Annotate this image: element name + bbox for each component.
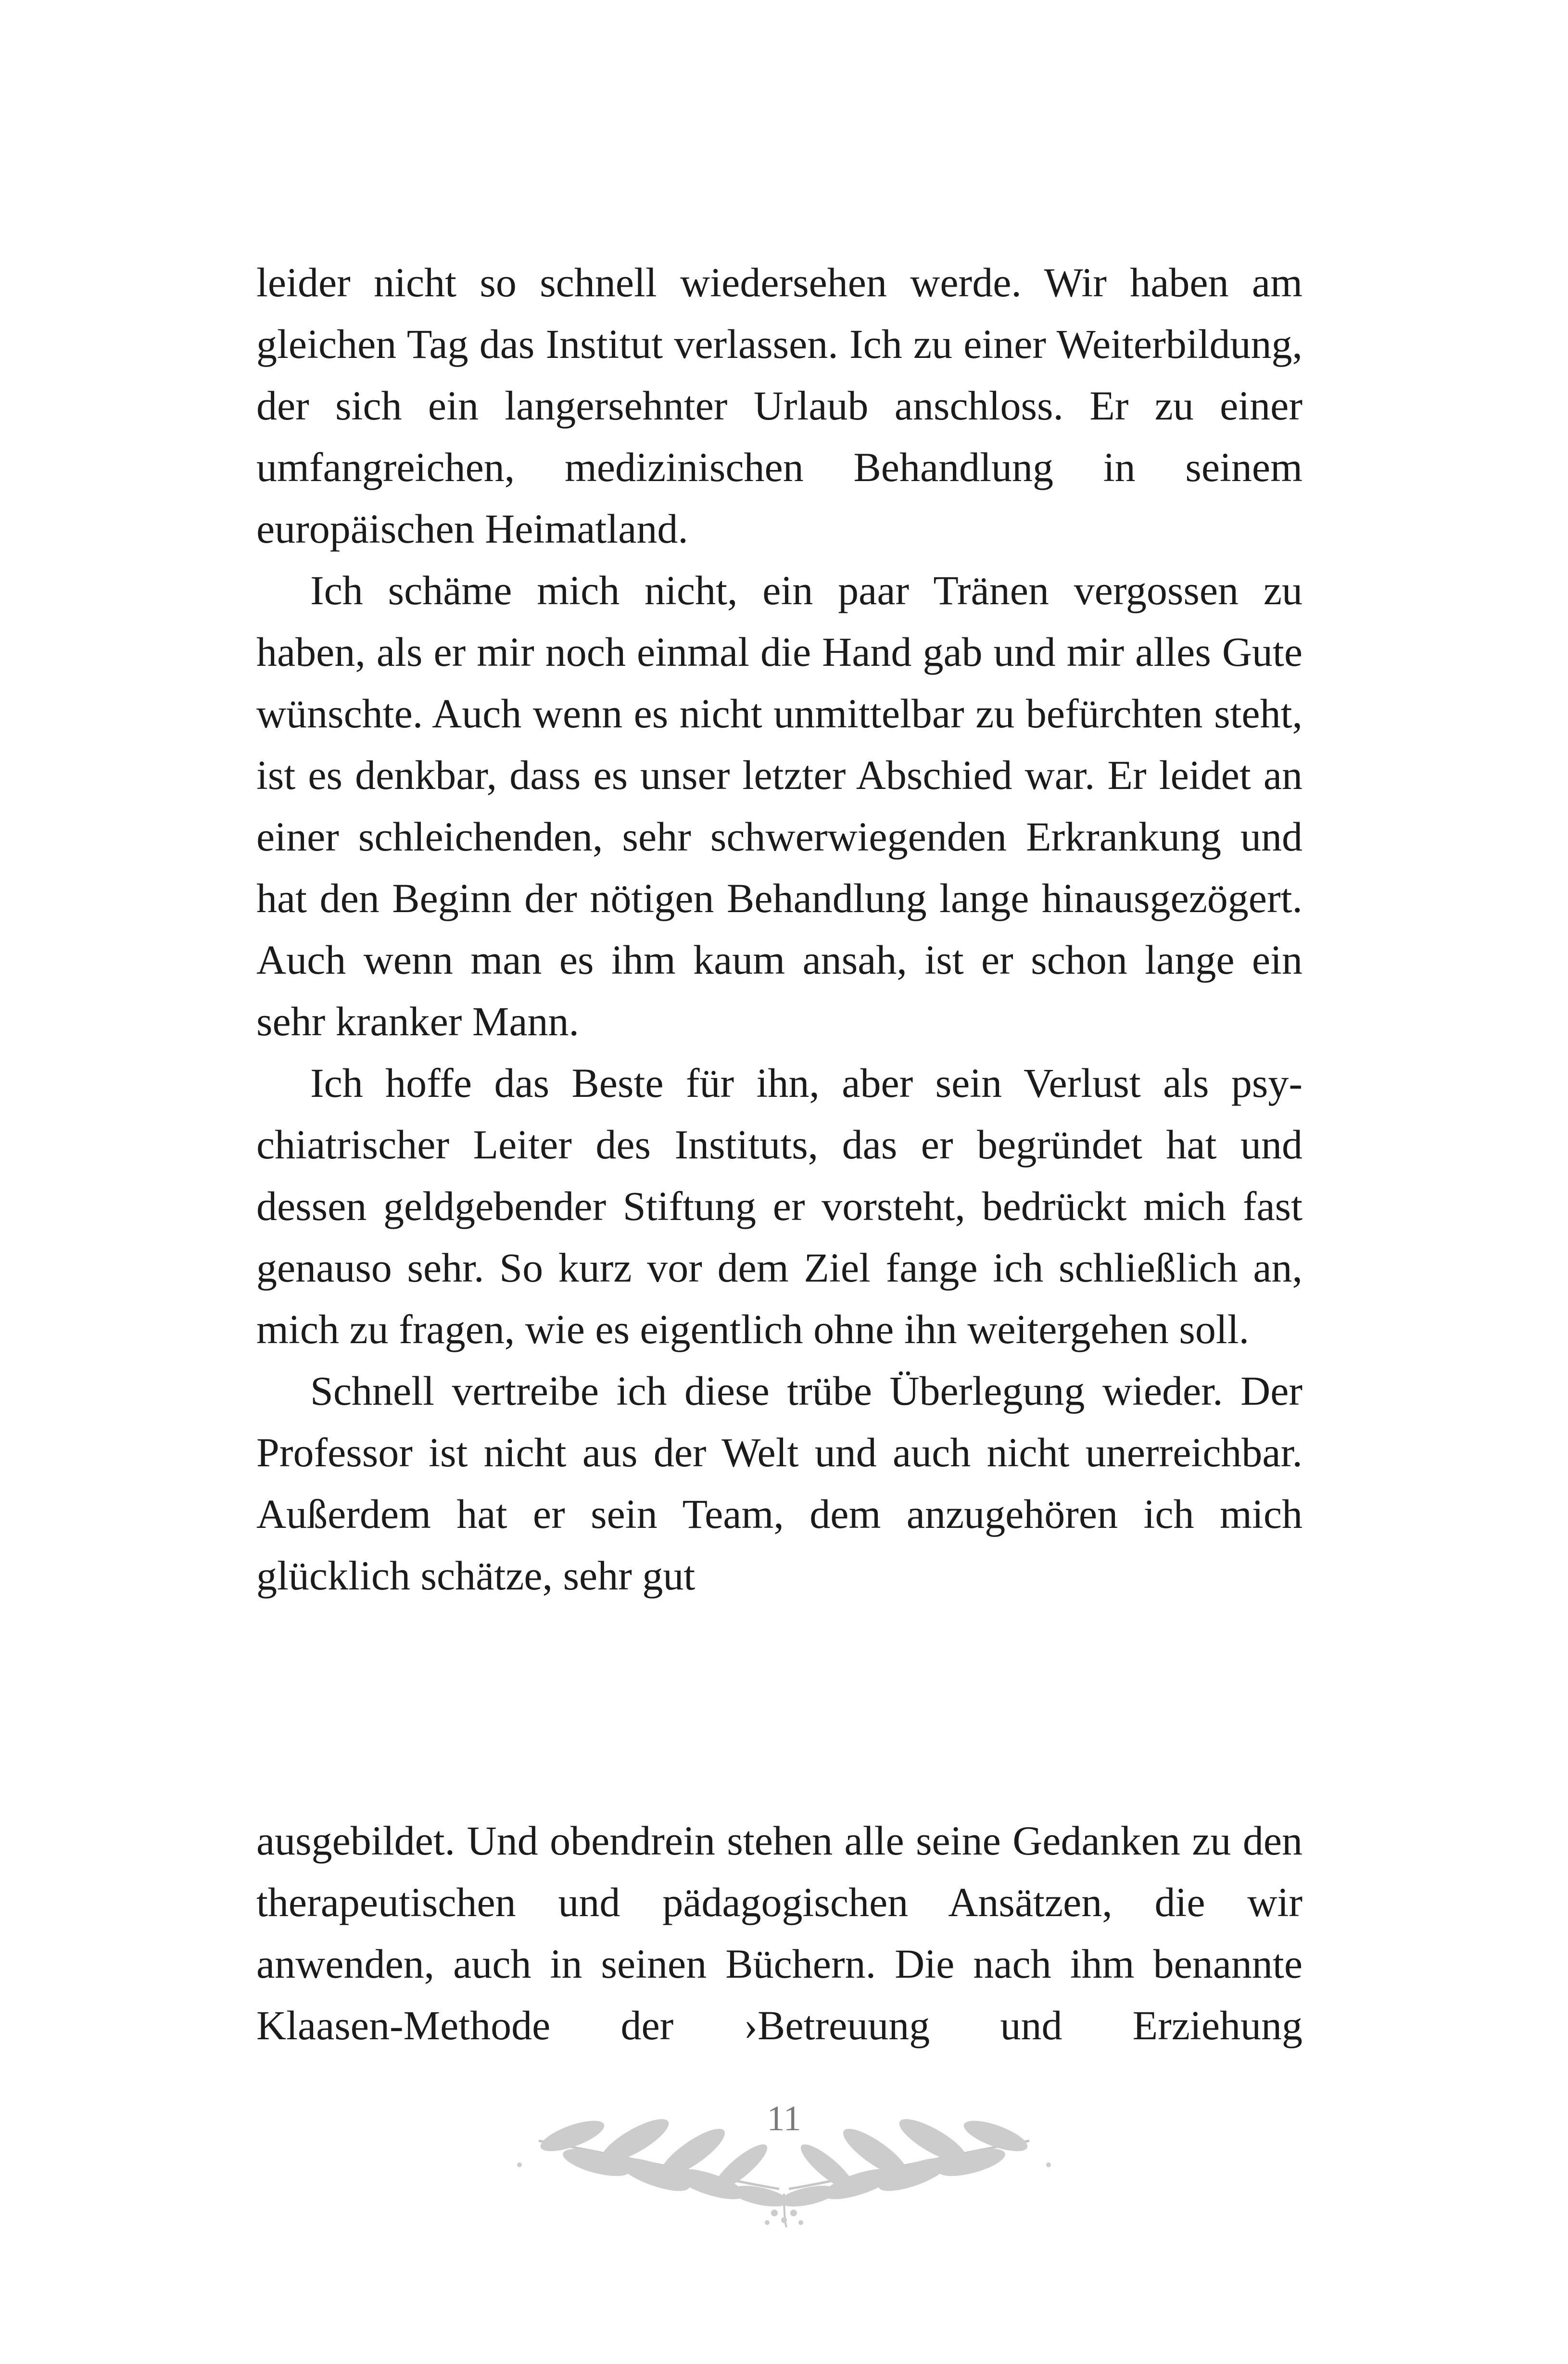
paragraph-3: Ich hoffe das Beste für ihn, aber sein Verlust als psychiatrischer Leiter des Instituts, das er begründet hat und dessen geldgebender Stiftung er vorsteht, bedrückt mich fast genauso sehr. So kurz vor dem Ziel fange ich schließlich an, mich zu fragen, wie es eigentlich ohne ihn weitergehen soll. (256, 1060, 1302, 1352)
paragraph-4: Schnell vertreibe ich diese trübe Überlegung wieder. Der Professor ist nicht aus der Welt und auch nicht unerreichbar. Außerdem hat er sein Team, dem anzugehören ich mich glücklich schätze, sehr gut (256, 1368, 1302, 1599)
main-text-bottom (256, 1810, 1302, 2056)
paragraph-1: leider nicht so schnell wiedersehen werde. Wir haben am gleichen Tag das Institut verlassen. Ich zu einer Weiterbildung, der sich ein langersehnter Urlaub anschloss. Er zu einer umfangreichen, medizinischen Behandlung in seinem europäischen Heimatland. (256, 259, 1302, 552)
paragraph-2: Ich schäme mich nicht, ein paar Tränen vergossen zu haben, als er mir noch einmal die Hand gab und mir alles Gute wünschte. Auch wenn es nicht unmittelbar zu befürchten steht, ist es denkbar, dass es unser letzter Abschied war. Er leidet an einer schleichenden, sehr schwerwiegenden Erkrankung und hat den Beginn der nötigen Behandlung lange hinausgezögert. Auch wenn man es ihm kaum ansah, ist er schon lange ein sehr kranker Mann. (256, 567, 1302, 1044)
page-number: 11 (767, 2099, 801, 2138)
main-text-top (256, 252, 1302, 1606)
laurel-ornament-icon (491, 2069, 1077, 2227)
paragraph-5: ausgebildet. Und obendrein stehen alle seine Gedanken zu den therapeutischen und pädagogischen Ansätzen, die wir anwenden, auch in seinen Büchern. Die nach ihm benannte Klaasen-Methode der ›Betreuung und Erziehung (256, 1817, 1302, 2048)
